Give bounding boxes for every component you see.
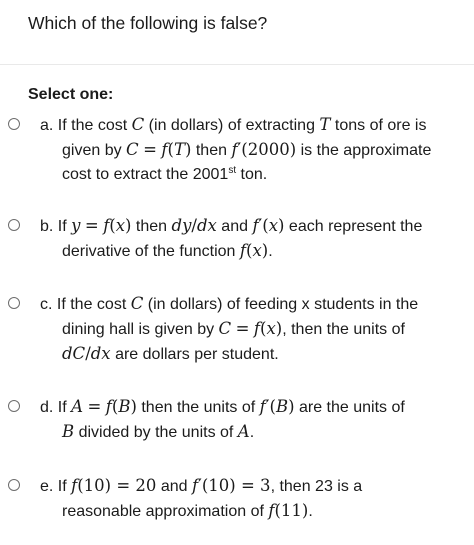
option-text-e: e. If f(10) = 20 and f′(10) = 3, then 23 is a reasonable approximation of f(11). — [40, 476, 363, 520]
option-text-b: b. If y = f(x) then dy/dx and f′(x) each represent the derivative of the function f(x). — [40, 216, 423, 260]
option-text-d: d. If A = f(B) then the units of f′(B) are the units of B divided by the units of A. — [40, 397, 405, 441]
option-text-c: c. If the cost C (in dollars) of feeding x students in the dining hall is given by C = f(x), then the units of dC/dx are dollars per student. — [40, 294, 419, 363]
radio-button-c[interactable] — [8, 297, 20, 309]
option-text-a: a. If the cost C (in dollars) of extracting T tons of ore is given by C = f(T) then f′(2000) is the approximate cost to extract the 2001st ton. — [40, 115, 432, 183]
radio-button-b[interactable] — [8, 219, 20, 231]
divider — [0, 64, 474, 65]
radio-button-e[interactable] — [8, 479, 20, 491]
radio-button-d[interactable] — [8, 400, 20, 412]
select-one-label: Select one: — [28, 86, 114, 103]
question-text: Which of the following is false? — [28, 13, 268, 33]
radio-button-a[interactable] — [8, 118, 20, 130]
